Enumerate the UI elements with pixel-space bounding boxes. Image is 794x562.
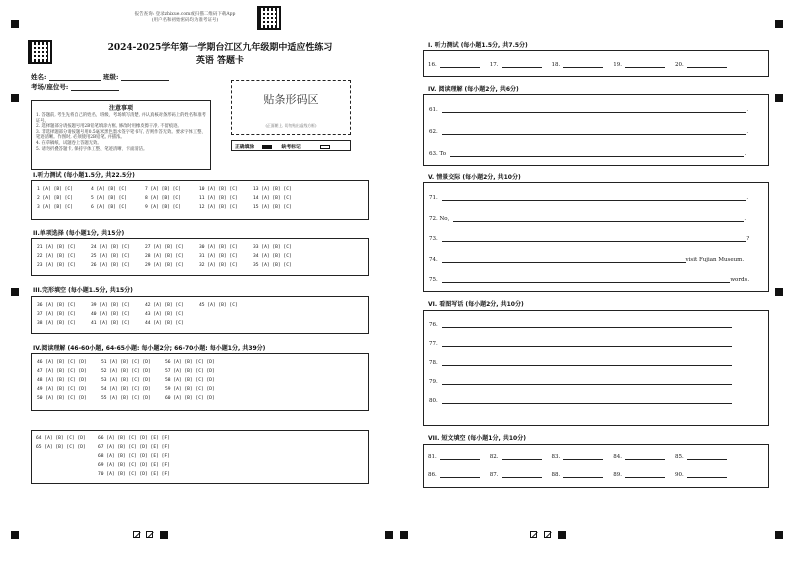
answer-blank[interactable] bbox=[625, 472, 665, 478]
answer-option-row[interactable]: 50 [A] [B] [C] [D] bbox=[37, 396, 87, 401]
answer-option-row[interactable]: 28 [A] [B] [C] bbox=[145, 254, 184, 259]
answer-option-row[interactable]: 29 [A] [B] [C] bbox=[145, 263, 184, 268]
line-ending: . bbox=[746, 195, 749, 201]
report-notice bbox=[115, 12, 255, 24]
line-ending: visit Fujian Museum. bbox=[685, 256, 745, 263]
question-number: 79. bbox=[429, 379, 438, 385]
answer-option-row[interactable]: 52 [A] [B] [C] [D] bbox=[101, 369, 151, 374]
corner-mark-br bbox=[775, 531, 783, 539]
question-number: 63. To bbox=[429, 151, 447, 157]
question-number: 90. bbox=[675, 472, 684, 478]
answer-option-row[interactable]: 67 [A] [B] [C] [D] [E] [F] bbox=[98, 445, 170, 450]
answer-blank[interactable] bbox=[440, 454, 480, 460]
notes-item: 1. 答题前, 考生先将自己的姓名、班级、考场填写清楚, 并认真核对条形码上的姓名和准考证号。 bbox=[36, 113, 206, 124]
answer-line bbox=[429, 360, 732, 366]
question-number: 20. bbox=[675, 62, 684, 68]
answer-blank[interactable] bbox=[442, 278, 731, 283]
question-number: 74. bbox=[429, 256, 438, 263]
center-mark-l bbox=[385, 531, 393, 539]
answer-option-row[interactable]: 25 [A] [B] [C] bbox=[91, 254, 130, 259]
barcode-label: 贴条形码区 bbox=[263, 93, 319, 106]
left-section-box bbox=[31, 353, 369, 411]
right-s1-title: I. 听力测试 (每小题1.5分, 共7.5分) bbox=[428, 42, 528, 49]
line-ending: ? bbox=[746, 236, 750, 242]
right-s5-box bbox=[423, 444, 769, 488]
question-number: 71. bbox=[429, 195, 438, 201]
answer-line bbox=[429, 379, 732, 385]
fill-label: 正确填涂 bbox=[235, 144, 255, 150]
seat-label: 考场/座位号: bbox=[31, 83, 69, 91]
answer-line bbox=[429, 322, 732, 328]
right-s5-row2 bbox=[428, 472, 737, 478]
answer-option-row[interactable]: 23 [A] [B] [C] bbox=[37, 263, 76, 268]
right-s1-row bbox=[428, 62, 737, 68]
name-field[interactable] bbox=[49, 75, 101, 81]
answer-line bbox=[429, 277, 749, 283]
answer-option-row[interactable]: 46 [A] [B] [C] [D] bbox=[37, 360, 87, 365]
answer-option-row[interactable]: 34 [A] [B] [C] bbox=[253, 254, 292, 259]
left-section-title: III.完形填空 (每小题1.5分, 共15分) bbox=[33, 287, 133, 294]
answer-blank[interactable] bbox=[625, 454, 665, 460]
question-number: 61. bbox=[429, 107, 438, 113]
answer-option-row[interactable]: 60 [A] [B] [C] [D] bbox=[165, 396, 215, 401]
answer-option-row[interactable]: 5 [A] [B] [C] bbox=[91, 196, 127, 201]
answer-line bbox=[429, 341, 732, 347]
bottom-mark-6 bbox=[558, 531, 566, 539]
answer-blank[interactable] bbox=[440, 62, 480, 68]
question-number: 84. bbox=[613, 454, 622, 460]
left-section-box bbox=[31, 238, 369, 276]
filled-box-icon bbox=[262, 145, 272, 149]
question-number: 85. bbox=[675, 454, 684, 460]
answer-blank[interactable] bbox=[502, 472, 542, 478]
side-mark-l1 bbox=[11, 94, 19, 102]
answer-option-row[interactable]: 43 [A] [B] [C] bbox=[145, 312, 184, 317]
answer-blank[interactable] bbox=[563, 472, 603, 478]
answer-option-row[interactable]: 66 [A] [B] [C] [D] [E] [F] bbox=[98, 436, 170, 441]
answer-option-row[interactable]: 1 [A] [B] [C] bbox=[37, 187, 73, 192]
section-extra-box bbox=[31, 430, 369, 484]
question-number: 81. bbox=[428, 454, 437, 460]
answer-option-row[interactable]: 22 [A] [B] [C] bbox=[37, 254, 76, 259]
question-number: 87. bbox=[489, 472, 499, 478]
answer-option-row[interactable]: 4 [A] [B] [C] bbox=[91, 187, 127, 192]
line-ending: . bbox=[746, 129, 749, 135]
right-s4-title: VI. 看图写话 (每小题2分, 共10分) bbox=[428, 301, 524, 308]
right-s2-title: IV. 阅读理解 (每小题2分, 共6分) bbox=[428, 86, 519, 93]
answer-line bbox=[429, 107, 748, 113]
question-number: 62. bbox=[429, 129, 438, 135]
barcode-area bbox=[231, 80, 351, 135]
answer-option-row[interactable]: 21 [A] [B] [C] bbox=[37, 245, 76, 250]
class-field[interactable] bbox=[121, 75, 169, 81]
question-number: 76. bbox=[429, 322, 438, 328]
answer-option-row[interactable]: 9 [A] [B] [C] bbox=[145, 205, 181, 210]
side-mark-r2 bbox=[775, 288, 783, 296]
question-number: 16. bbox=[428, 62, 437, 68]
line-ending: . bbox=[746, 107, 749, 113]
answer-line bbox=[429, 195, 748, 201]
answer-option-row[interactable]: 65 [A] [B] [C] [D] bbox=[36, 445, 86, 450]
student-info bbox=[31, 72, 169, 91]
answer-blank[interactable] bbox=[442, 323, 732, 328]
bottom-check-1 bbox=[133, 531, 140, 538]
answer-option-row[interactable]: 10 [A] [B] [C] bbox=[199, 187, 238, 192]
line-ending: words. bbox=[730, 277, 750, 283]
answer-option-row[interactable]: 33 [A] [B] [C] bbox=[253, 245, 292, 250]
corner-mark-bl bbox=[11, 531, 19, 539]
answer-blank[interactable] bbox=[442, 108, 747, 113]
line-ending: . bbox=[744, 151, 747, 157]
fill-legend bbox=[231, 140, 351, 151]
answer-line bbox=[429, 398, 732, 404]
answer-option-row[interactable]: 11 [A] [B] [C] bbox=[199, 196, 238, 201]
answer-line bbox=[429, 129, 748, 135]
answer-option-row[interactable]: 12 [A] [B] [C] bbox=[199, 205, 238, 210]
line-ending: . bbox=[744, 215, 747, 222]
seat-field[interactable] bbox=[71, 85, 119, 91]
notes-item: 3. 非选择题部分请按题号用0.5毫米黑色墨水签字笔书写, 否则作答无效。要求字体工整、笔迹清晰。作图时, 必须使用2B铅笔, 并描浓。 bbox=[36, 129, 206, 141]
question-number: 72. No, bbox=[429, 215, 450, 222]
question-number: 78. bbox=[429, 360, 438, 366]
answer-blank[interactable] bbox=[442, 361, 732, 366]
right-s2-box bbox=[423, 94, 769, 166]
answer-option-row[interactable]: 68 [A] [B] [C] [D] [E] [F] bbox=[98, 454, 170, 459]
answer-blank[interactable] bbox=[440, 472, 480, 478]
question-number: 86. bbox=[428, 472, 437, 478]
answer-blank[interactable] bbox=[442, 236, 750, 242]
answer-option-row[interactable]: 69 [A] [B] [C] [D] [E] [F] bbox=[98, 463, 170, 468]
page-title: 2024-2025学年第一学期台江区九年级期中适应性练习 bbox=[107, 43, 333, 53]
notes-item: 2. 选择题部分请按题号用2B铅笔填涂方框, 修改时用橡皮擦干净, 不留痕迹。 bbox=[36, 124, 182, 130]
right-s3-title: V. 情景交际 (每小题2分, 共10分) bbox=[428, 174, 521, 181]
question-number: 77. bbox=[429, 341, 438, 347]
answer-option-row[interactable]: 51 [A] [B] [C] [D] bbox=[101, 360, 151, 365]
answer-line bbox=[429, 216, 746, 222]
left-section-title: I.听力测试 (每小题1.5分, 共22.5分) bbox=[33, 172, 135, 179]
qr-code-top bbox=[257, 6, 281, 30]
absent-label: 缺考标记 bbox=[281, 144, 301, 150]
answer-option-row[interactable]: 39 [A] [B] [C] bbox=[91, 303, 130, 308]
left-section-title: IV.阅读理解 (46-60小题, 64-65小题: 每小题2分; 66-70小题: 每小题1分, 共39分) bbox=[33, 345, 266, 352]
qr-code-left bbox=[28, 40, 52, 64]
answer-option-row[interactable]: 58 [A] [B] [C] [D] bbox=[165, 378, 215, 383]
answer-option-row[interactable]: 35 [A] [B] [C] bbox=[253, 263, 292, 268]
class-label: 班级: bbox=[102, 73, 119, 81]
answer-line bbox=[429, 257, 744, 263]
answer-option-row[interactable]: 37 [A] [B] [C] bbox=[37, 312, 76, 317]
answer-option-row[interactable]: 2 [A] [B] [C] bbox=[37, 196, 73, 201]
question-number: 80. bbox=[429, 398, 438, 404]
side-mark-l2 bbox=[11, 288, 19, 296]
right-s5-row1 bbox=[428, 454, 737, 460]
absent-mark-box[interactable] bbox=[320, 145, 330, 149]
report-notice-line1: 报告查询: 登录zhixue.com或扫描二维码下载App bbox=[134, 12, 236, 17]
bottom-check-4 bbox=[530, 531, 537, 538]
answer-option-row[interactable]: 8 [A] [B] [C] bbox=[145, 196, 181, 201]
answer-option-row[interactable]: 44 [A] [B] [C] bbox=[145, 321, 184, 326]
notes-item: 5. 请勿折叠答题卡, 保持字体工整、笔迹清晰、卡面清洁。 bbox=[36, 146, 148, 152]
report-notice-line2: (用户名和初始密码均为准考证号) bbox=[151, 18, 219, 23]
name-label: 姓名: bbox=[31, 73, 47, 81]
answer-option-row[interactable]: 3 [A] [B] [C] bbox=[37, 205, 73, 210]
answer-option-row[interactable]: 59 [A] [B] [C] [D] bbox=[165, 387, 215, 392]
answer-option-row[interactable]: 7 [A] [B] [C] bbox=[145, 187, 181, 192]
answer-blank[interactable] bbox=[625, 62, 665, 68]
answer-option-row[interactable]: 30 [A] [B] [C] bbox=[199, 245, 238, 250]
right-s1-box bbox=[423, 50, 769, 77]
notes-title: 注意事项 bbox=[108, 105, 133, 112]
notes-list bbox=[36, 113, 206, 152]
answer-option-row[interactable]: 36 [A] [B] [C] bbox=[37, 303, 76, 308]
notes-item: 4. 在草稿纸、试题卷上答题无效。 bbox=[36, 140, 102, 146]
answer-option-row[interactable]: 40 [A] [B] [C] bbox=[91, 312, 130, 317]
question-number: 19. bbox=[613, 62, 622, 68]
answer-option-row[interactable]: 15 [A] [B] [C] bbox=[253, 205, 292, 210]
question-number: 82. bbox=[489, 454, 499, 460]
answer-blank[interactable] bbox=[502, 62, 542, 68]
center-mark-r bbox=[400, 531, 408, 539]
answer-blank[interactable] bbox=[453, 215, 747, 222]
left-section-box bbox=[31, 180, 369, 220]
bottom-mark-3 bbox=[160, 531, 168, 539]
answer-blank[interactable] bbox=[442, 399, 732, 404]
answer-option-row[interactable]: 56 [A] [B] [C] [D] bbox=[165, 360, 215, 365]
answer-option-row[interactable]: 57 [A] [B] [C] [D] bbox=[165, 369, 215, 374]
answer-blank[interactable] bbox=[442, 196, 747, 201]
left-section-title: II.单项选择 (每小题1分, 共15分) bbox=[33, 230, 125, 237]
answer-option-row[interactable]: 13 [A] [B] [C] bbox=[253, 187, 292, 192]
answer-option-row[interactable]: 24 [A] [B] [C] bbox=[91, 245, 130, 250]
barcode-hint: (正面朝上, 切勿贴出虚线方框) bbox=[265, 123, 317, 128]
answer-option-row[interactable]: 70 [A] [B] [C] [D] [E] [F] bbox=[98, 472, 170, 477]
answer-blank[interactable] bbox=[442, 258, 686, 263]
answer-blank[interactable] bbox=[442, 380, 732, 385]
notes-box bbox=[31, 100, 211, 170]
question-number: 89. bbox=[613, 472, 622, 478]
answer-blank[interactable] bbox=[442, 342, 732, 347]
right-s5-title: VII. 短文填空 (每小题1分, 共10分) bbox=[428, 435, 526, 442]
corner-mark-tl bbox=[11, 20, 19, 28]
answer-blank[interactable] bbox=[450, 151, 747, 157]
answer-option-row[interactable]: 41 [A] [B] [C] bbox=[91, 321, 130, 326]
answer-blank[interactable] bbox=[687, 454, 727, 460]
side-mark-r1 bbox=[775, 94, 783, 102]
answer-option-row[interactable]: 55 [A] [B] [C] [D] bbox=[101, 396, 151, 401]
answer-option-row[interactable]: 38 [A] [B] [C] bbox=[37, 321, 76, 326]
bottom-check-2 bbox=[146, 531, 153, 538]
answer-option-row[interactable]: 27 [A] [B] [C] bbox=[145, 245, 184, 250]
answer-option-row[interactable]: 54 [A] [B] [C] [D] bbox=[101, 387, 151, 392]
question-number: 75. bbox=[429, 277, 438, 283]
right-s3-box bbox=[423, 182, 769, 292]
answer-option-row[interactable]: 31 [A] [B] [C] bbox=[199, 254, 238, 259]
answer-option-row[interactable]: 48 [A] [B] [C] [D] bbox=[37, 378, 87, 383]
bottom-check-5 bbox=[544, 531, 551, 538]
answer-blank[interactable] bbox=[563, 62, 603, 68]
question-number: 83. bbox=[551, 454, 561, 460]
answer-line bbox=[429, 236, 749, 242]
answer-option-row[interactable]: 26 [A] [B] [C] bbox=[91, 263, 130, 268]
answer-option-row[interactable]: 64 [A] [B] [C] [D] bbox=[36, 436, 86, 441]
corner-mark-tr bbox=[775, 20, 783, 28]
answer-blank[interactable] bbox=[687, 472, 727, 478]
question-number: 73. bbox=[429, 236, 438, 242]
answer-option-row[interactable]: 47 [A] [B] [C] [D] bbox=[37, 369, 87, 374]
answer-blank[interactable] bbox=[563, 454, 603, 460]
answer-option-row[interactable]: 32 [A] [B] [C] bbox=[199, 263, 238, 268]
question-number: 88. bbox=[551, 472, 561, 478]
answer-option-row[interactable]: 42 [A] [B] [C] bbox=[145, 303, 184, 308]
answer-blank[interactable] bbox=[442, 130, 747, 135]
answer-option-row[interactable]: 49 [A] [B] [C] [D] bbox=[37, 387, 87, 392]
page-subtitle: 英语 答题卡 bbox=[195, 56, 245, 66]
answer-option-row[interactable]: 6 [A] [B] [C] bbox=[91, 205, 127, 210]
answer-option-row[interactable]: 45 [A] [B] [C] bbox=[199, 303, 238, 308]
answer-option-row[interactable]: 14 [A] [B] [C] bbox=[253, 196, 292, 201]
answer-option-row[interactable]: 53 [A] [B] [C] [D] bbox=[101, 378, 151, 383]
right-s4-box bbox=[423, 310, 769, 426]
left-section-box bbox=[31, 296, 369, 334]
answer-blank[interactable] bbox=[502, 454, 542, 460]
answer-blank[interactable] bbox=[687, 62, 727, 68]
question-number: 17. bbox=[489, 62, 499, 68]
answer-line bbox=[429, 151, 746, 157]
question-number: 18. bbox=[551, 62, 561, 68]
